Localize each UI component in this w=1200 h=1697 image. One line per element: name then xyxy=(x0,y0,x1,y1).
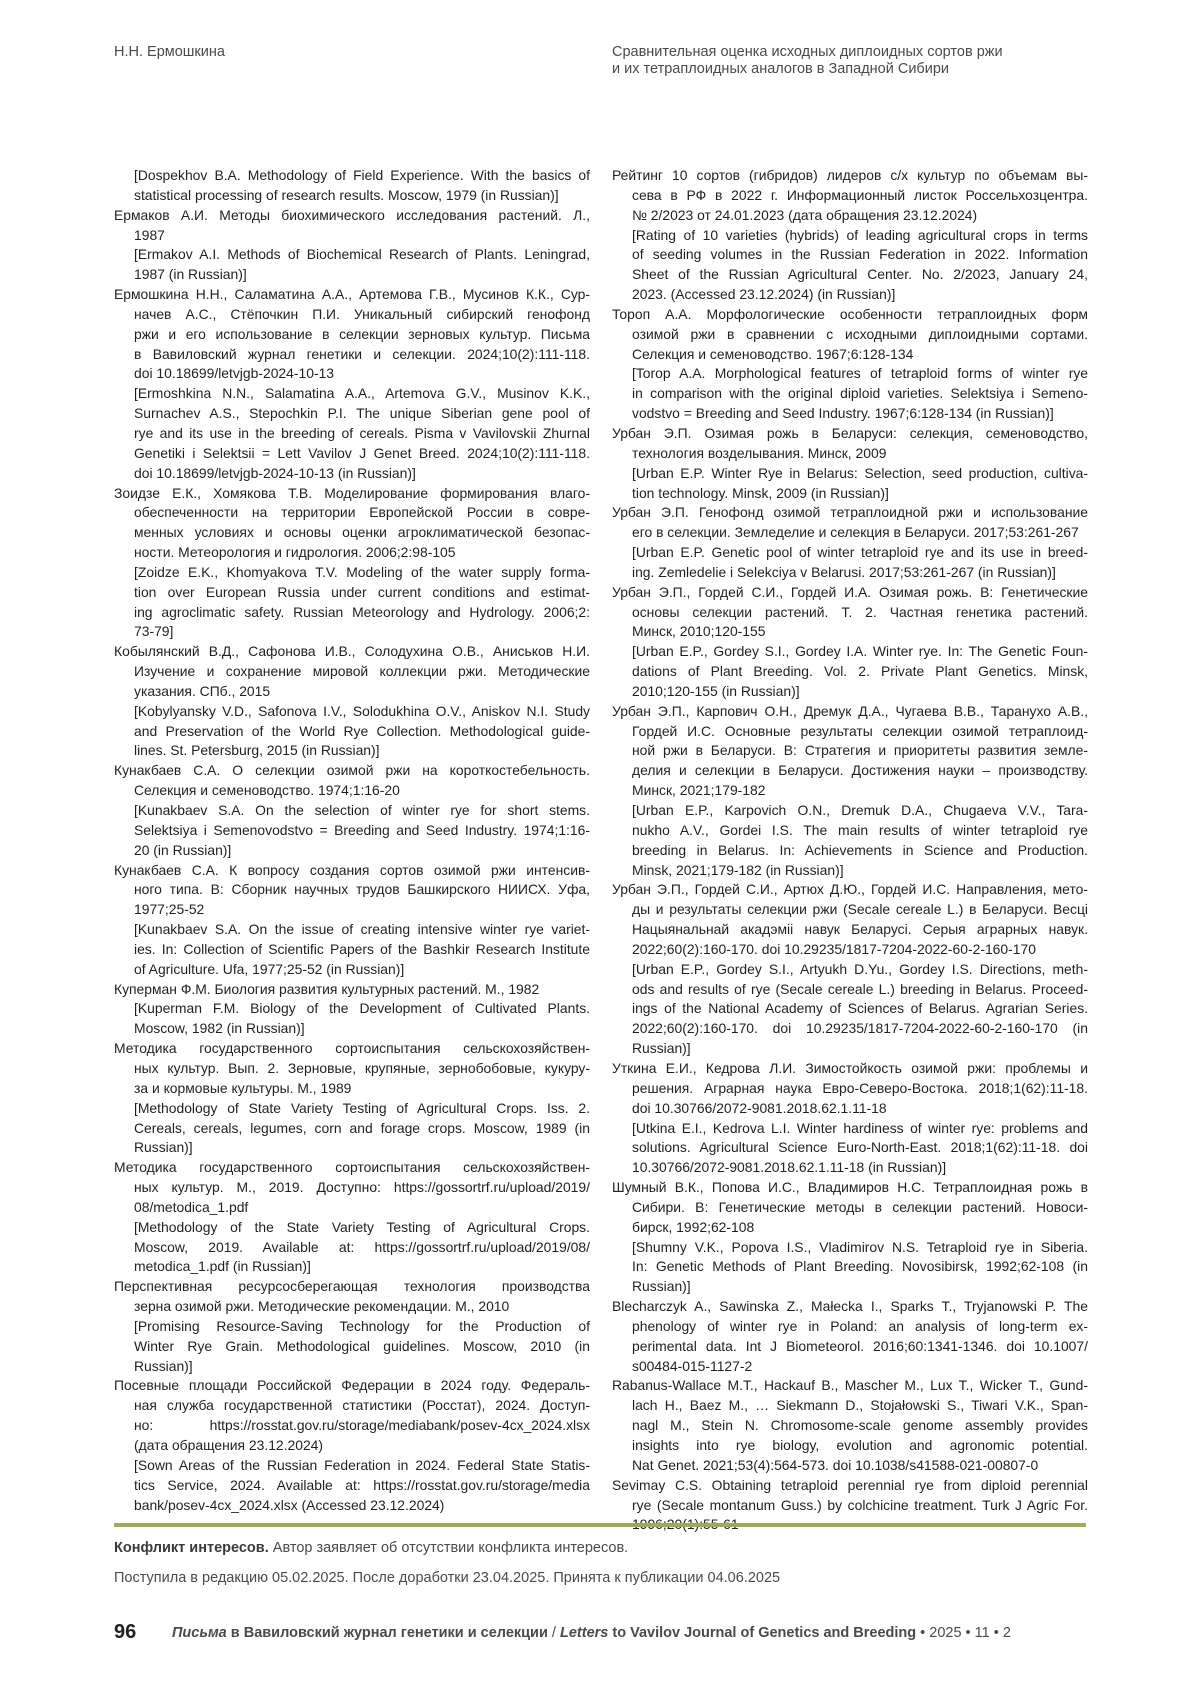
reference-line: Тороп А.А. Морфологические особенности тетраплоидных форм xyxy=(612,305,1088,322)
reference-line: rye (Secale montanum Guss.) by colchicine treatment. Turk J Agric For. xyxy=(632,1496,1088,1513)
reference-entry xyxy=(612,305,1088,424)
journal-en-title: to Vavilov Journal of Genetics and Breeding xyxy=(608,1625,917,1641)
reference-line: технология возделывания. Минск, 2009 xyxy=(632,444,887,461)
reference-line: of seeding volumes in the Russian Federation in 2022. Information xyxy=(632,246,1088,263)
reference-entry xyxy=(114,980,590,1040)
reference-line: Урбан Э.П., Гордей С.И., Гордей И.А. Озимая рожь. В: Генетические xyxy=(612,583,1088,600)
reference-line: statistical processing of research results. Moscow, 1979 (in Russian)] xyxy=(134,186,559,203)
reference-line: бирск, 1992;62-108 xyxy=(632,1218,755,1235)
reference-line: in comparison with the original diploid varieties. Selektsiya i Semeno- xyxy=(632,385,1088,402)
reference-line: [Urban E.P., Gordey S.I., Gordey I.A. Winter rye. In: The Genetic Foun- xyxy=(632,643,1088,660)
running-head-author: Н.Н. Ермошкина xyxy=(114,44,225,60)
reference-line: solutions. Agricultural Science Euro-North-East. 2018;1(62):11-18. doi xyxy=(632,1139,1088,1156)
reference-line: ная служба государственной статистики (Росстат), 2024. Доступ- xyxy=(134,1397,590,1414)
reference-line: Selektsiya i Semenovodstvo = Breeding and Seed Industry. 1974;1:16- xyxy=(134,821,590,838)
reference-line: Minsk, 2021;179-182 (in Russian)] xyxy=(632,861,844,878)
reference-line: решения. Аграрная наука Евро-Северо-Востока. 2018;1(62):11-18. xyxy=(632,1079,1088,1096)
reference-line: Урбан Э.П. Озимая рожь в Беларуси: селекция, семеноводство, xyxy=(612,424,1088,441)
reference-line: Кунакбаев С.А. К вопросу создания сортов озимой ржи интенсив- xyxy=(114,861,590,878)
reference-entry xyxy=(612,1376,1088,1475)
reference-line: [Torop A.A. Morphological features of tetraploid forms of winter rye xyxy=(632,365,1088,382)
running-head-title-line-2: и их тетраплоидных аналогов в Западной Сибири xyxy=(612,61,950,77)
reference-line: ings of the National Academy of Sciences of Belarus. Agrarian Series. xyxy=(632,1000,1088,1017)
reference-line: Cereals, cereals, legumes, corn and forage crops. Moscow, 1989 (in xyxy=(134,1119,590,1136)
journal-en-italic: Letters xyxy=(559,1625,609,1641)
reference-line: 73-79] xyxy=(134,623,174,640)
reference-line: его в селекции. Земледелие и селекция в Беларуси. 2017;53:261-267 xyxy=(632,524,1079,541)
reference-line: doi 10.18699/letvjgb-2024-10-13 (in Russian)] xyxy=(134,464,416,481)
reference-line: Rabanus-Wallace M.T., Hackauf B., Mascher M., Lux T., Wicker T., Gund- xyxy=(612,1377,1088,1394)
reference-line: Изучение и сохранение мировой коллекции ржи. Методические xyxy=(134,663,590,680)
reference-line: 20 (in Russian)] xyxy=(134,841,232,858)
references-column-left xyxy=(114,166,590,1515)
reference-line: [Urban E.P., Gordey S.I., Artyukh D.Yu., Gordey I.S. Directions, meth- xyxy=(632,960,1088,977)
reference-line: ing. Zemledelie i Selekciya v Belarusi. 2017;53:261-267 (in Russian)] xyxy=(632,563,1056,580)
reference-line: Урбан Э.П. Генофонд озимой тетраплоидной ржи и использование xyxy=(612,504,1088,521)
reference-line: nukho A.V., Gordei I.S. The main results of winter tetraploid rye xyxy=(632,821,1088,838)
reference-line: Winter Rye Grain. Methodological guidelines. Moscow, 2010 (in xyxy=(134,1337,590,1354)
reference-line: [Utkina E.I., Kedrova L.I. Winter hardiness of winter rye: problems and xyxy=(632,1119,1088,1136)
reference-line: ды и результаты селекции ржи (Secale cereale L.) в Беларуси. Весці xyxy=(632,901,1088,918)
reference-line: [Rating of 10 varieties (hybrids) of leading agricultural crops in terms xyxy=(632,226,1088,243)
reference-line: 1987 (in Russian)] xyxy=(134,266,247,283)
reference-line: bank/posev-4сх_2024.xlsx (Accessed 23.12.2024) xyxy=(134,1496,445,1513)
journal-separator: / xyxy=(547,1625,560,1641)
reference-entry xyxy=(114,484,590,643)
reference-line: [Kuperman F.M. Biology of the Development of Cultivated Plants. xyxy=(134,1000,590,1017)
reference-line: [Ermakov A.I. Methods of Biochemical Research of Plants. Leningrad, xyxy=(134,246,590,263)
reference-line: озимой ржи в сравнении с исходными диплоидными сортами. xyxy=(632,325,1088,342)
reference-line: [Kunakbaev S.A. On the selection of winter rye for short stems. xyxy=(134,802,590,818)
reference-line: № 2/2023 от 24.01.2023 (дата обращения 23.12.2024) xyxy=(632,206,978,223)
reference-entry xyxy=(114,1039,590,1158)
reference-line: Методика государственного сортоиспытания сельскохозяйствен- xyxy=(114,1040,590,1057)
reference-entry xyxy=(114,761,590,860)
reference-line: ного типа. В: Сборник научных трудов Башкирского НИИСХ. Уфа, xyxy=(134,881,590,898)
reference-entry xyxy=(612,1059,1088,1178)
reference-line: Посевные площади Российской Федерации в 2024 году. Федераль- xyxy=(114,1377,590,1394)
reference-entry xyxy=(612,424,1088,503)
reference-line: 10.30766/2072-9081.2018.62.1.11-18 (in Russian)] xyxy=(632,1159,947,1176)
reference-line: 2010;120-155 (in Russian)] xyxy=(632,682,800,699)
reference-entry xyxy=(612,1297,1088,1376)
reference-line: and Preservation of the World Rye Collection. Methodological guide- xyxy=(134,722,590,739)
reference-line: основы селекции растений. Т. 2. Частная генетика растений. xyxy=(632,603,1088,620)
reference-line: lines. St. Petersburg, 2015 (in Russian)] xyxy=(134,742,380,759)
reference-line: Nat Genet. 2021;53(4):564-573. doi 10.1038/s41588-021-00807-0 xyxy=(632,1456,1039,1473)
reference-line: rye and its use in the breeding of cereals. Pisma v Vavilovskii Zhurnal xyxy=(134,424,590,441)
reference-line: [Urban E.P. Genetic pool of winter tetraploid rye and its use in breed- xyxy=(632,544,1088,561)
reference-line: Селекция и семеноводство. 1967;6:128-134 xyxy=(632,345,914,362)
reference-line: ods and results of rye (Secale cereale L.) breeding in Belarus. Proceed- xyxy=(632,980,1088,997)
conflict-text: Автор заявляет об отсутствии конфликта интересов. xyxy=(268,1540,629,1556)
reference-line: [Urban E.P. Winter Rye in Belarus: Selection, seed production, cultiva- xyxy=(632,464,1088,481)
reference-line: [Shumny V.K., Popova I.S., Vladimirov N.S. Tetraploid rye in Siberia. xyxy=(632,1238,1088,1255)
reference-line: insights into rye biology, evolution and agronomic potential. xyxy=(632,1437,1088,1453)
reference-line: Russian)] xyxy=(134,1357,193,1374)
reference-line: doi 10.18699/letvjgb-2024-10-13 xyxy=(134,365,335,382)
reference-line: Sheet of the Russian Agricultural Center. No. 2/2023, January 24, xyxy=(632,266,1088,283)
reference-line: Surnachev A.S., Stepochkin P.I. The unique Siberian gene pool of xyxy=(134,405,590,422)
reference-line: Урбан Э.П., Гордей С.И., Артюх Д.Ю., Гордей И.С. Направления, мето- xyxy=(612,881,1088,898)
conflict-of-interest xyxy=(114,1540,628,1556)
reference-line: Зоидзе Е.К., Хомякова Т.В. Моделирование формирования влаго- xyxy=(114,484,590,501)
reference-line: vodstvo = Breeding and Seed Industry. 1967;6:128-134 (in Russian)] xyxy=(632,405,1054,422)
reference-entry xyxy=(114,206,590,285)
reference-line: tics Service, 2024. Available at: https://rosstat.gov.ru/storage/media xyxy=(134,1476,590,1493)
reference-line: Russian)] xyxy=(632,1278,691,1295)
reference-line: Нацыянальнай акадэміі навук Беларусі. Серыя аграрных навук. xyxy=(632,921,1088,938)
reference-line: зерна озимой ржи. Методические рекомендации. М., 2010 xyxy=(134,1298,510,1315)
reference-entry xyxy=(612,583,1088,702)
reference-line: tion technology. Minsk, 2009 (in Russian)] xyxy=(632,484,889,501)
reference-entry xyxy=(612,880,1088,1059)
journal-footer xyxy=(172,1625,1011,1641)
reference-line: doi 10.30766/2072-9081.2018.62.1.11-18 xyxy=(632,1099,887,1116)
reference-entry xyxy=(612,166,1088,305)
reference-line: Куперман Ф.М. Биология развития культурных растений. М., 1982 xyxy=(114,980,540,997)
reference-line: 1977;25-52 xyxy=(134,901,205,918)
reference-line: но: https://rosstat.gov.ru/storage/mediabank/posev-4сх_2024.xlsx xyxy=(134,1417,590,1434)
reference-line: of Agriculture. Ufa, 1977;25-52 (in Russian)] xyxy=(134,960,405,977)
reference-line: 1987 xyxy=(134,226,165,243)
running-head-title-line-1: Сравнительная оценка исходных диплоидных сортов ржи xyxy=(612,44,1003,60)
reference-line: ing agroclimatic safety. Russian Meteorology and Hydrology. 2006;2: xyxy=(134,603,590,620)
reference-line: dations of Plant Breeding. Vol. 2. Private Plant Genetics. Minsk, xyxy=(632,663,1088,680)
reference-line: Минск, 2021;179-182 xyxy=(632,782,766,799)
reference-line: 2022;60(2):160-170. doi 10.29235/1817-7204-2022-60-2-160-170 (in xyxy=(632,1020,1088,1037)
reference-line: nagl M., Stein N. Chromosome-scale genome assembly provides xyxy=(632,1417,1088,1434)
reference-entry xyxy=(114,642,590,761)
reference-line: Sevimay C.S. Obtaining tetraploid perennial rye from diploid perennial xyxy=(612,1476,1088,1493)
reference-line: [Kobylyansky V.D., Safonova I.V., Solodukhina O.V., Aniskov N.I. Study xyxy=(134,702,590,719)
reference-entry xyxy=(114,166,590,206)
received-dates: Поступила в редакцию 05.02.2025. После доработки 23.04.2025. Принята к публикации 04.06.2025 xyxy=(114,1570,781,1586)
reference-line: tion over European Russia under current conditions and estimat- xyxy=(134,583,590,600)
reference-line: Гордей И.С. Основные результаты селекции озимой тетраплоид- xyxy=(632,722,1088,739)
reference-line: Blecharczyk A., Sawinska Z., Małecka I., Sparks T., Tryjanowski P. The xyxy=(612,1298,1088,1315)
reference-line: ies. In: Collection of Scientific Papers of the Bashkir Research Institute xyxy=(134,940,590,957)
reference-line: Урбан Э.П., Карпович О.Н., Дремук Д.А., Чугаева В.В., Таранухо А.В., xyxy=(612,702,1088,719)
reference-line: делия и селекции в Беларуси. Достижения науки – производству. xyxy=(632,762,1088,779)
reference-line: ржи и его использование в селекции зерновых культур. Письма xyxy=(134,325,590,342)
reference-entry xyxy=(114,285,590,483)
footer-divider xyxy=(114,1523,1086,1527)
reference-line: ных культур. М., 2019. Доступно: https://gossortrf.ru/upload/2019/ xyxy=(134,1179,590,1196)
reference-line: Методика государственного сортоиспытания сельскохозяйствен- xyxy=(114,1159,590,1176)
reference-line: [Promising Resource-Saving Technology for the Production of xyxy=(134,1317,590,1334)
reference-entry xyxy=(114,861,590,980)
reference-line: 2023. (Accessed 23.12.2024) (in Russian)] xyxy=(632,286,896,303)
reference-line: в Вавиловский журнал генетики и селекции. 2024;10(2):111-118. xyxy=(134,345,590,362)
reference-line: обеспеченности на территории Европейской России в совре- xyxy=(134,504,590,521)
reference-line: phenology of winter rye in Poland: an analysis of long-term ex- xyxy=(632,1317,1088,1334)
reference-line: Кунакбаев С.А. О селекции озимой ржи на короткостебельность. xyxy=(114,762,590,779)
journal-ru-title: в Вавиловский журнал генетики и селекции xyxy=(226,1625,548,1641)
reference-line: Кобылянский В.Д., Сафонова И.В., Солодухина О.В., Аниськов Н.И. xyxy=(114,643,590,660)
reference-line: Genetiki i Selektsii = Lett Vavilov J Genet Breed. 2024;10(2):111-118. xyxy=(134,444,590,461)
reference-line: Рейтинг 10 сортов (гибридов) лидеров с/х культур по объемам вы- xyxy=(612,167,1088,183)
journal-ru-italic: Письма xyxy=(172,1625,227,1641)
reference-line: сева в РФ в 2022 г. Информационный листок Россельхозцентра. xyxy=(632,186,1088,203)
reference-line: указания. СПб., 2015 xyxy=(134,682,271,699)
reference-line: Уткина Е.И., Кедрова Л.И. Зимостойкость озимой ржи: проблемы и xyxy=(612,1059,1088,1076)
reference-line: ности. Метеорология и гидрология. 2006;2:98-105 xyxy=(134,544,456,561)
conflict-label: Конфликт интересов. xyxy=(114,1540,269,1556)
reference-line: metodica_1.pdf (in Russian)] xyxy=(134,1258,311,1275)
reference-line: за и кормовые культуры. М., 1989 xyxy=(134,1079,352,1096)
reference-line: Перспективная ресурсосберегающая технология производства xyxy=(114,1278,590,1295)
reference-line: 08/metodica_1.pdf xyxy=(134,1198,249,1215)
page-number: 96 xyxy=(114,1621,137,1643)
reference-line: [Ermoshkina N.N., Salamatina A.A., Artemova G.V., Musinov K.K., xyxy=(134,385,590,402)
reference-line: [Sown Areas of the Russian Federation in 2024. Federal State Statis- xyxy=(134,1456,590,1473)
reference-line: lach H., Baez M., … Siekmann D., Stojałowski S., Tiwari V.K., Span- xyxy=(632,1397,1088,1414)
reference-line: (дата обращения 23.12.2024) xyxy=(134,1437,324,1453)
reference-line: [Kunakbaev S.A. On the issue of creating intensive winter rye variet- xyxy=(134,921,590,938)
reference-entry xyxy=(114,1158,590,1277)
reference-line: Russian)] xyxy=(632,1040,691,1057)
reference-entry xyxy=(114,1376,590,1515)
reference-entry xyxy=(612,1178,1088,1297)
reference-entry xyxy=(612,503,1088,582)
reference-line: [Zoidze E.K., Khomyakova T.V. Modeling of the water supply forma- xyxy=(134,563,590,580)
reference-line: Russian)] xyxy=(134,1139,193,1156)
reference-line: Шумный В.К., Попова И.С., Владимиров Н.С. Тетраплоидная рожь в xyxy=(612,1179,1088,1196)
reference-line: Moscow, 2019. Available at: https://gossortrf.ru/upload/2019/08/ xyxy=(134,1238,590,1255)
references-column-right xyxy=(612,166,1088,1535)
reference-line: ной ржи в Беларуси. В: Стратегия и приоритеты развития земле- xyxy=(632,742,1088,759)
reference-line: [Dospekhov B.A. Methodology of Field Experience. With the basics of xyxy=(134,167,590,183)
reference-line: ных культур. Вып. 2. Зерновые, крупяные, зернобобовые, кукуру- xyxy=(134,1059,590,1076)
reference-line: Селекция и семеноводство. 1974;1:16-20 xyxy=(134,782,400,799)
reference-line: [Methodology of the State Variety Testing of Agricultural Crops. xyxy=(134,1218,590,1235)
reference-entry xyxy=(612,702,1088,881)
reference-line: менных условиях и основы оценки агроклиматической безопас- xyxy=(134,524,590,541)
reference-line: [Urban E.P., Karpovich O.N., Dremuk D.A., Chugaeva V.V., Tara- xyxy=(632,802,1088,818)
reference-line: 2022;60(2):160-170. doi 10.29235/1817-7204-2022-60-2-160-170 xyxy=(632,940,1036,957)
reference-line: perimental data. Int J Biometeorol. 2016;60:1341-1346. doi 10.1007/ xyxy=(632,1337,1088,1354)
reference-line: Сибири. В: Генетические методы в селекции растений. Новоси- xyxy=(632,1198,1088,1215)
reference-entry xyxy=(114,1277,590,1376)
reference-line: Ермаков А.И. Методы биохимического исследования растений. Л., xyxy=(114,206,590,223)
reference-line: Минск, 2010;120-155 xyxy=(632,623,766,640)
journal-issue: • 2025 • 11 • 2 xyxy=(916,1625,1011,1641)
reference-line: Moscow, 1982 (in Russian)] xyxy=(134,1020,305,1037)
reference-line: breeding in Belarus. In: Achievements in Science and Production. xyxy=(632,841,1088,858)
running-head-title xyxy=(612,44,1003,78)
reference-line: [Methodology of State Variety Testing of Agricultural Crops. Iss. 2. xyxy=(134,1099,590,1116)
reference-line: s00484-015-1127-2 xyxy=(632,1357,753,1374)
reference-line: In: Genetic Methods of Plant Breeding. Novosibirsk, 1992;62-108 (in xyxy=(632,1258,1088,1275)
reference-line: Ермошкина Н.Н., Саламатина А.А., Артемова Г.В., Мусинов К.К., Сур- xyxy=(114,286,590,303)
reference-line: начев А.С., Стёпочкин П.И. Уникальный сибирский генофонд xyxy=(134,305,590,322)
